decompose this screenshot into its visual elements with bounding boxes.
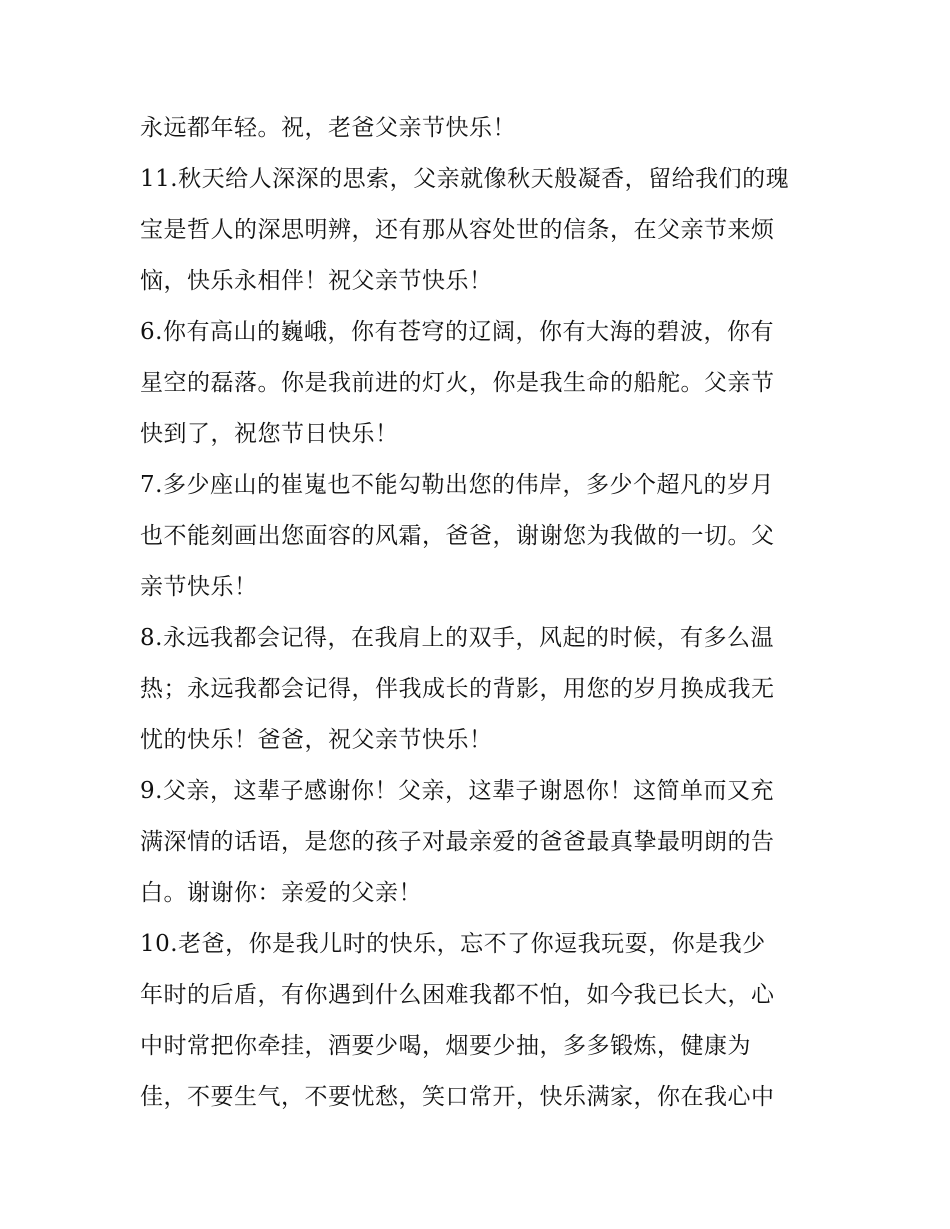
text-line: 中时常把你牵挂，酒要少喝，烟要少抽，多多锻炼，健康为 [140, 1033, 751, 1059]
text-line: 9.父亲，这辈子感谢你！父亲，这辈子谢恩你！这简单而又充 [140, 778, 774, 804]
text-line: 10.老爸，你是我儿时的快乐，忘不了你逗我玩耍，你是我少 [140, 931, 766, 957]
text-line: 8.永远我都会记得，在我肩上的双手，风起的时候，有多么温 [140, 625, 774, 651]
text-line: 白。谢谢你：亲爱的父亲！ [140, 880, 422, 906]
text-line: 佳，不要生气，不要忧愁，笑口常开，快乐满家，你在我心中 [140, 1084, 775, 1110]
text-line: 永远都年轻。祝，老爸父亲节快乐！ [140, 115, 516, 141]
text-line: 宝是哲人的深思明辨，还有那从容处世的信条，在父亲节来烦 [140, 217, 775, 243]
text-line: 星空的磊落。你是我前进的灯火，你是我生命的船舵。父亲节 [140, 370, 775, 396]
text-line: 年时的后盾，有你遇到什么困难我都不怕，如今我已长大，心 [140, 982, 775, 1008]
text-line: 11.秋天给人深深的思索，父亲就像秋天般凝香，留给我们的瑰 [140, 166, 790, 192]
text-line: 恼，快乐永相伴！祝父亲节快乐！ [140, 268, 493, 294]
text-line: 7.多少座山的崔嵬也不能勾勒出您的伟岸，多少个超凡的岁月 [140, 472, 774, 498]
text-line: 亲节快乐！ [140, 574, 258, 600]
text-line: 忧的快乐！爸爸，祝父亲节快乐！ [140, 727, 493, 753]
document-body [140, 103, 820, 1123]
text-line: 满深情的话语，是您的孩子对最亲爱的爸爸最真挚最明朗的告 [140, 829, 775, 855]
text-line: 也不能刻画出您面容的风霜，爸爸，谢谢您为我做的一切。父 [140, 523, 775, 549]
text-line: 热；永远我都会记得，伴我成长的背影，用您的岁月换成我无 [140, 676, 775, 702]
text-line: 快到了，祝您节日快乐！ [140, 421, 399, 447]
text-line: 6.你有高山的巍峨，你有苍穹的辽阔，你有大海的碧波，你有 [140, 319, 774, 345]
